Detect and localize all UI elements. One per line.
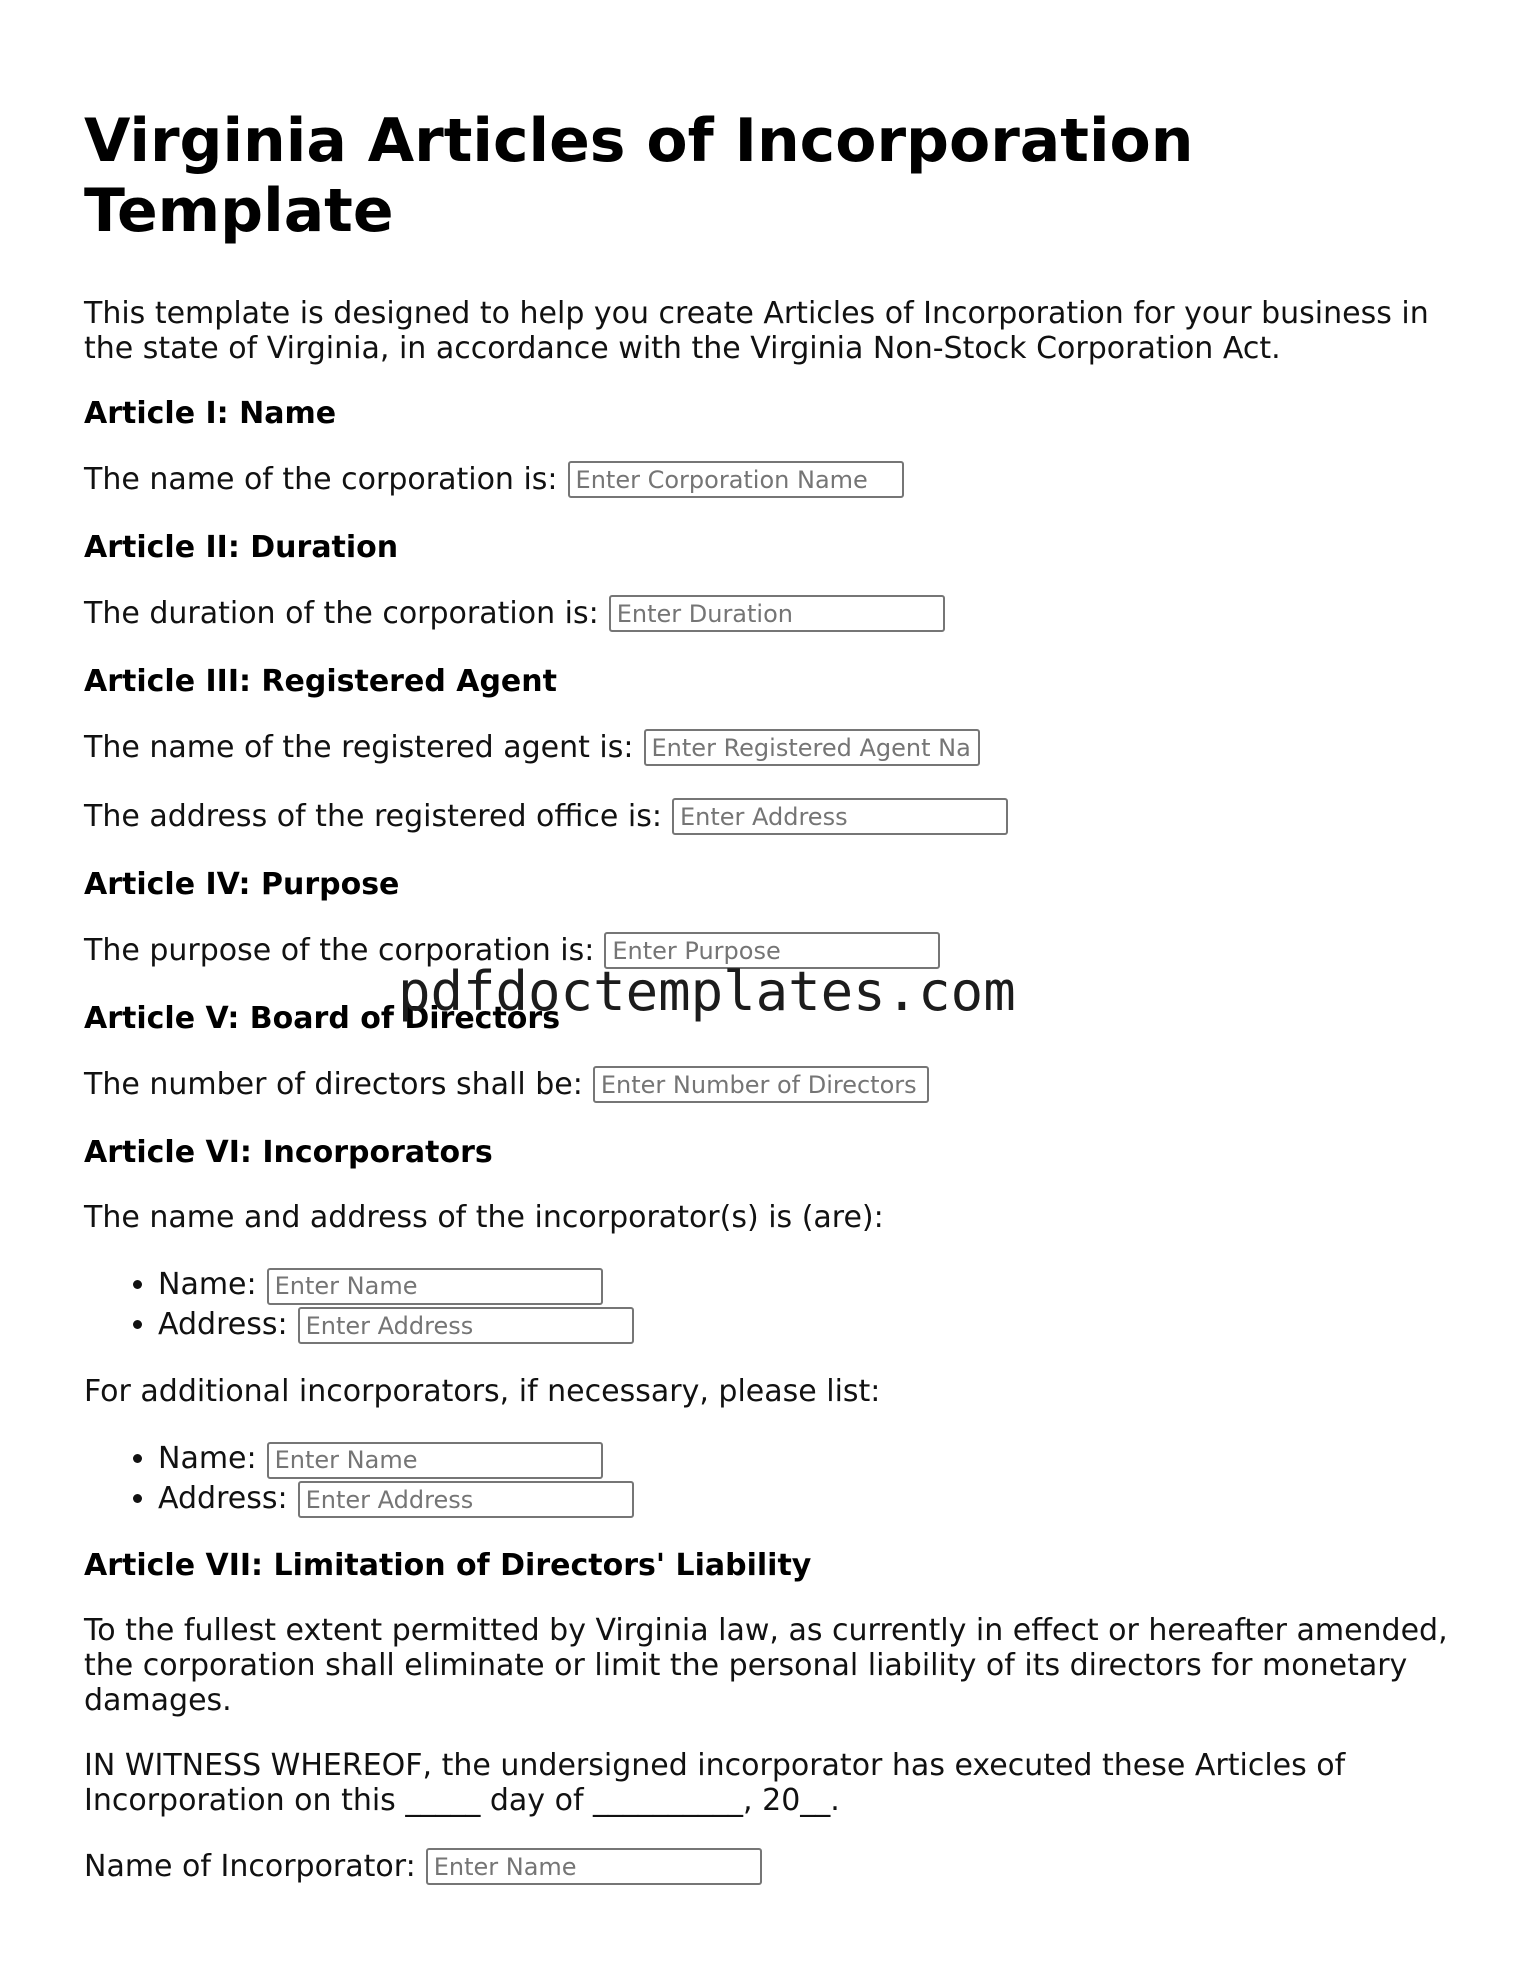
signature-row <box>84 1848 1454 1885</box>
corporation-name-input[interactable] <box>568 461 904 498</box>
incorporator-list <box>84 1265 1454 1344</box>
watermark: pdfdoctemplates.com <box>398 960 1016 1023</box>
duration-input[interactable] <box>609 595 945 632</box>
purpose-input[interactable] <box>604 932 940 969</box>
registered-office-label: The address of the registered office is: <box>84 799 662 834</box>
list-item <box>158 1479 1454 1519</box>
registered-office-input[interactable] <box>672 798 1008 835</box>
article-7-heading: Article VII: Limitation of Directors' Liability <box>84 1548 812 1583</box>
incorporator-address-input[interactable] <box>298 1307 634 1344</box>
directors-row <box>84 1066 1454 1103</box>
signature-name-input[interactable] <box>426 1848 762 1885</box>
list-item <box>158 1439 1454 1479</box>
page-title: Virginia Articles of Incorporation Template <box>84 106 1194 246</box>
incorporator-name-input[interactable] <box>267 1268 603 1305</box>
additional-address-input[interactable] <box>298 1481 634 1518</box>
additional-incorporator-list <box>84 1439 1454 1518</box>
liability-text: To the fullest extent permitted by Virginia law, as currently in effect or hereafter amended, the corporation shall eliminate or limit the personal liability of its directors for monetary damages. <box>84 1613 1448 1718</box>
article-6-heading: Article VI: Incorporators <box>84 1135 493 1170</box>
purpose-label: The purpose of the corporation is: <box>84 933 595 968</box>
additional-name-label: Name: <box>158 1441 257 1476</box>
incorporator-name-label: Name: <box>158 1267 257 1302</box>
article-1-heading: Article I: Name <box>84 396 337 431</box>
additional-address-label: Address: <box>158 1480 288 1516</box>
incorporators-intro: The name and address of the incorporator(s) is (are): <box>84 1200 884 1235</box>
registered-agent-label: The name of the registered agent is: <box>84 730 634 765</box>
incorporator-address-label: Address: <box>158 1306 288 1342</box>
directors-input[interactable] <box>593 1066 929 1103</box>
article-5-heading: Article V: Board of Directors <box>84 1001 561 1036</box>
registered-agent-row <box>84 729 1454 766</box>
article-2-heading: Article II: Duration <box>84 530 399 565</box>
article-4-heading: Article IV: Purpose <box>84 867 400 902</box>
additional-incorporators-text: For additional incorporators, if necessary, please list: <box>84 1374 881 1409</box>
registered-agent-input[interactable] <box>644 729 980 766</box>
directors-label: The number of directors shall be: <box>84 1067 583 1102</box>
duration-row <box>84 595 1454 632</box>
purpose-row <box>84 932 1454 969</box>
article-3-heading: Article III: Registered Agent <box>84 664 557 699</box>
corporation-name-label: The name of the corporation is: <box>84 462 558 497</box>
registered-office-row <box>84 798 1454 835</box>
corporation-name-row <box>84 461 1454 498</box>
list-item <box>158 1305 1454 1345</box>
duration-label: The duration of the corporation is: <box>84 596 599 631</box>
intro-text: This template is designed to help you create Articles of Incorporation for your business in the state of Virginia, in accordance with the Virginia Non-Stock Corporation Act. <box>84 296 1429 366</box>
list-item <box>158 1265 1454 1305</box>
document-page <box>84 106 1454 1917</box>
additional-name-input[interactable] <box>267 1442 603 1479</box>
signature-label: Name of Incorporator: <box>84 1849 416 1884</box>
witness-text: IN WITNESS WHEREOF, the undersigned incorporator has executed these Articles of Incorporation on this _____ day of __________, 20__. <box>84 1748 1346 1818</box>
